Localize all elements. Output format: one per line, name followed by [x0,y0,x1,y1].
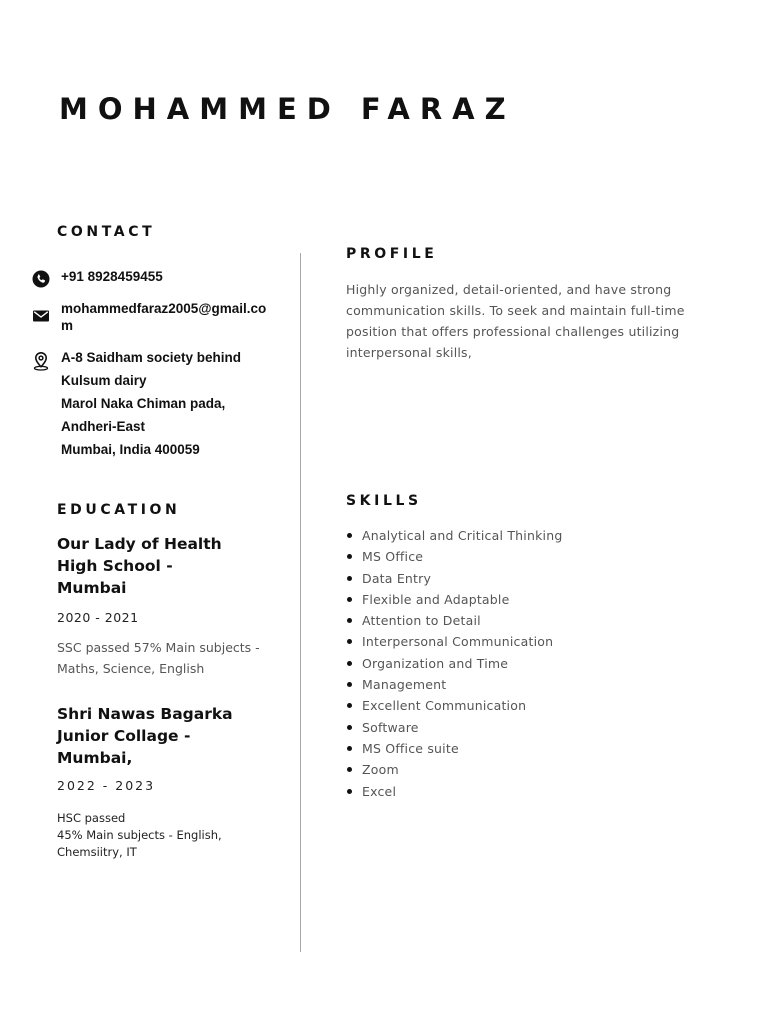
profile-heading: PROFILE [346,246,438,262]
list-item: Data Entry [346,568,562,589]
school-name: Shri Nawas Bagarka Junior Collage - Mumbai, [57,705,233,767]
education-years: 2022 - 2023 [57,778,156,793]
education-description-line: Chemsiitry, IT [57,845,137,859]
list-item: MS Office [346,546,562,567]
list-item: Organization and Time [346,653,562,674]
address-line: Andheri-East [61,419,146,434]
profile-summary: Highly organized, detail-oriented, and have strong communication skills. To seek and maintain full-time position that offers professional challenges utilizing interpersonal skills, [346,282,685,360]
address-line: Mumbai, India 400059 [61,442,200,457]
phone-icon [31,269,51,289]
contact-address [31,346,241,461]
email-address: mohammedfaraz2005@gmail.com [61,301,267,333]
list-item: Software [346,717,562,738]
address-line: A-8 Saidham society behind [61,350,242,365]
education-description-line: 45% Main subjects - English, [57,828,222,842]
list-item: Attention to Detail [346,610,562,631]
list-item: Management [346,674,562,695]
list-item: Excel [346,781,562,802]
column-divider [300,253,301,952]
list-item: Analytical and Critical Thinking [346,525,562,546]
education-description: SSC passed 57% Main subjects - Maths, Science, English [57,640,260,676]
list-item: MS Office suite [346,738,562,759]
mail-icon [31,306,51,326]
contact-phone [31,268,163,289]
education-heading: EDUCATION [57,502,181,518]
contact-heading: CONTACT [57,224,156,240]
page-title: MOHAMMED FARAZ [59,92,516,126]
list-item: Excellent Communication [346,695,562,716]
education-description [57,810,257,861]
address-block [61,346,241,461]
contact-email [31,300,275,334]
location-pin-icon [31,351,51,371]
skills-list [346,525,562,802]
education-years: 2020 - 2021 [57,610,139,625]
address-line: Marol Naka Chiman pada, [61,396,226,411]
list-item: Zoom [346,759,562,780]
education-description-line: HSC passed [57,811,126,825]
skills-heading: SKILLS [346,493,422,509]
phone-number: +91 8928459455 [61,269,163,284]
address-line: Kulsum dairy [61,373,147,388]
list-item: Interpersonal Communication [346,631,562,652]
school-name: Our Lady of Health High School - Mumbai [57,535,222,597]
list-item: Flexible and Adaptable [346,589,562,610]
